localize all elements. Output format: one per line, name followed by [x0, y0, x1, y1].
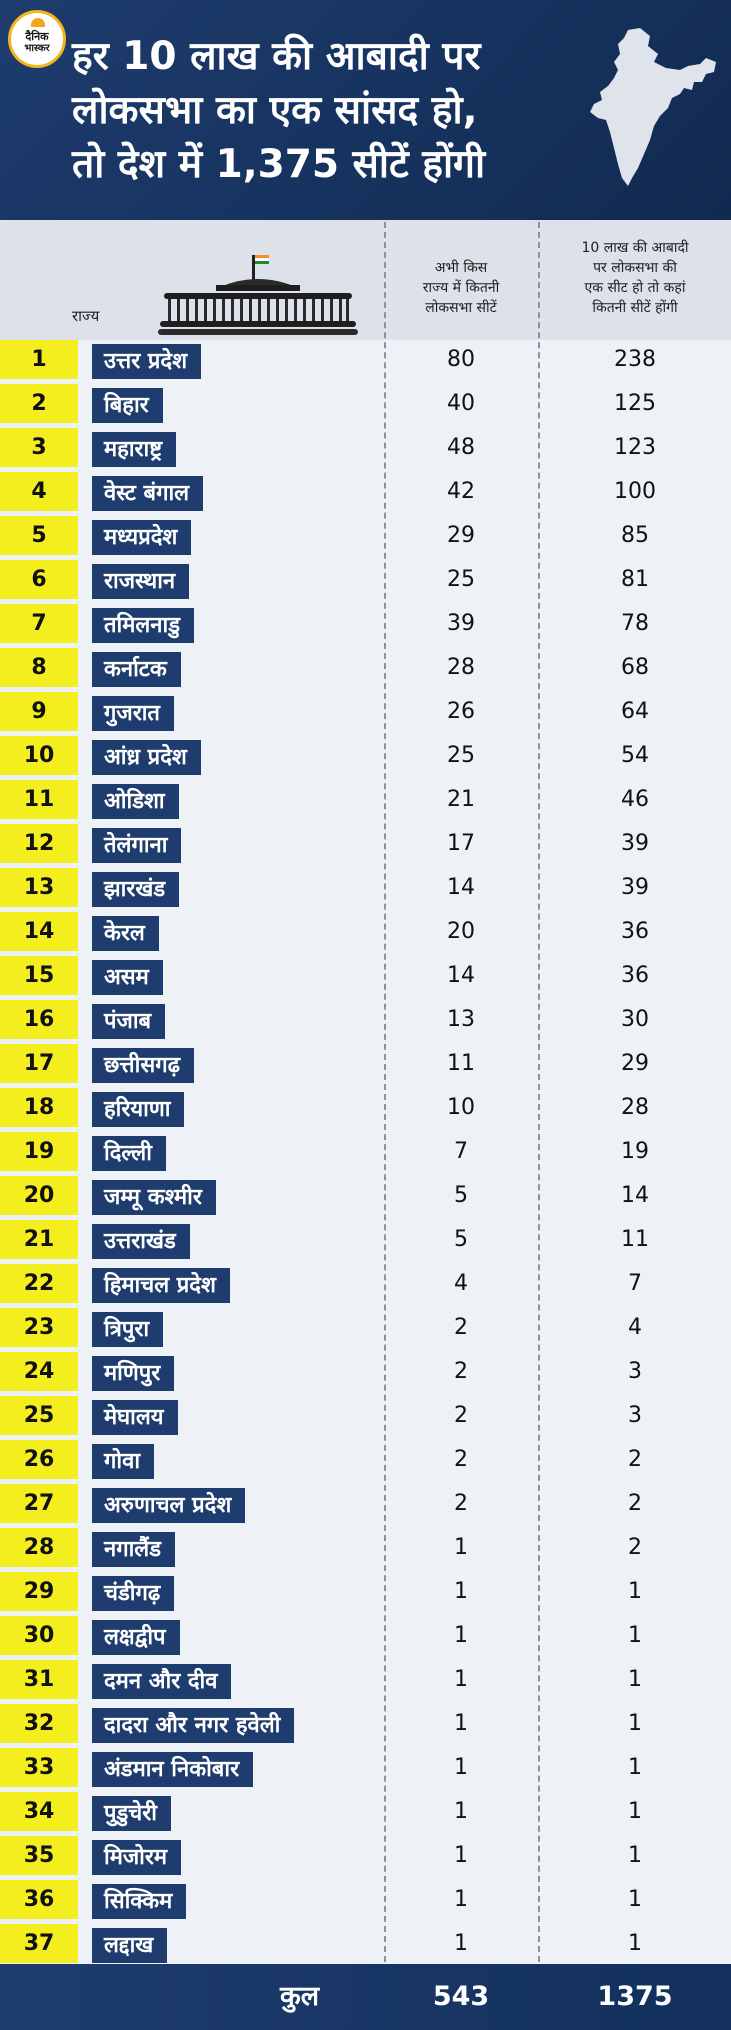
rank-number: 16	[0, 1000, 78, 1039]
state-name: वेस्ट बंगाल	[92, 476, 203, 511]
proposed-seats: 64	[621, 699, 649, 724]
title-line-3: तो देश में 1,375 सीटें होंगी	[72, 142, 486, 187]
proposed-header-line4: कितनी सीटें होंगी	[592, 300, 678, 316]
state-name: केरल	[92, 916, 159, 951]
current-seats: 14	[447, 875, 475, 900]
total-proposed-seats: 1375	[597, 1981, 673, 2012]
state-name: सिक्किम	[92, 1884, 186, 1919]
current-seats: 14	[447, 963, 475, 988]
state-column-header: राज्य	[72, 307, 100, 325]
current-seats: 21	[447, 787, 475, 812]
current-seats: 10	[447, 1095, 475, 1120]
state-name: हिमाचल प्रदेश	[92, 1268, 230, 1303]
state-name: राजस्थान	[92, 564, 189, 599]
rank-number: 20	[0, 1176, 78, 1215]
current-seats: 80	[447, 347, 475, 372]
rank-number: 33	[0, 1748, 78, 1787]
state-name: चंडीगढ़	[92, 1576, 174, 1611]
current-seats: 5	[454, 1227, 468, 1252]
state-name: तमिलनाडु	[92, 608, 194, 643]
state-name: गुजरात	[92, 696, 174, 731]
rank-number: 14	[0, 912, 78, 951]
table-row	[0, 1660, 731, 1700]
current-header-line1: अभी किस	[434, 260, 488, 276]
current-seats: 48	[447, 435, 475, 460]
rank-number: 24	[0, 1352, 78, 1391]
table-row	[0, 1352, 731, 1392]
current-seats: 1	[454, 1535, 468, 1560]
rank-number: 15	[0, 956, 78, 995]
dainik-bhaskar-logo	[8, 10, 66, 68]
rank-number: 4	[0, 472, 78, 511]
current-seats: 1	[454, 1623, 468, 1648]
current-seats: 1	[454, 1579, 468, 1604]
table-row	[0, 780, 731, 820]
table-row	[0, 1440, 731, 1480]
proposed-seats: 125	[614, 391, 656, 416]
proposed-seats: 1	[628, 1579, 642, 1604]
table-row	[0, 560, 731, 600]
proposed-seats: 39	[621, 875, 649, 900]
rank-number: 36	[0, 1880, 78, 1919]
table-row	[0, 428, 731, 468]
total-row	[0, 1964, 731, 2030]
state-name: लद्दाख	[92, 1928, 167, 1963]
current-seats: 2	[454, 1447, 468, 1472]
proposed-seats: 1	[628, 1887, 642, 1912]
rank-number: 7	[0, 604, 78, 643]
current-seats: 17	[447, 831, 475, 856]
state-name: अरुणाचल प्रदेश	[92, 1488, 245, 1523]
proposed-header-line3: एक सीट हो तो कहां	[584, 280, 686, 296]
logo-text-line2: भास्कर	[24, 43, 50, 54]
rank-number: 27	[0, 1484, 78, 1523]
current-seats: 1	[454, 1887, 468, 1912]
current-seats: 1	[454, 1931, 468, 1956]
current-seats: 1	[454, 1755, 468, 1780]
proposed-seats: 68	[621, 655, 649, 680]
page-title	[72, 30, 592, 192]
rank-number: 13	[0, 868, 78, 907]
proposed-seats: 28	[621, 1095, 649, 1120]
state-name: जम्मू कश्मीर	[92, 1180, 216, 1215]
title-line-2: लोकसभा का एक सांसद हो,	[72, 88, 478, 133]
state-name: लक्षद्वीप	[92, 1620, 180, 1655]
proposed-seats: 7	[628, 1271, 642, 1296]
state-name: नगालैंड	[92, 1532, 175, 1567]
proposed-seats: 3	[628, 1403, 642, 1428]
state-name: मध्यप्रदेश	[92, 520, 191, 555]
proposed-seats: 1	[628, 1623, 642, 1648]
table-row	[0, 1220, 731, 1260]
table-row	[0, 1264, 731, 1304]
rank-number: 6	[0, 560, 78, 599]
table-row	[0, 1484, 731, 1524]
proposed-seats: 1	[628, 1667, 642, 1692]
logo-text-line1: दैनिक	[25, 30, 49, 43]
table-row	[0, 604, 731, 644]
current-seats: 1	[454, 1799, 468, 1824]
current-seats: 1	[454, 1667, 468, 1692]
rank-number: 22	[0, 1264, 78, 1303]
rank-number: 29	[0, 1572, 78, 1611]
rank-number: 26	[0, 1440, 78, 1479]
state-name: गोवा	[92, 1444, 154, 1479]
proposed-seats: 100	[614, 479, 656, 504]
table-row	[0, 1616, 731, 1656]
current-seats: 28	[447, 655, 475, 680]
rank-number: 5	[0, 516, 78, 555]
current-seats: 26	[447, 699, 475, 724]
current-seats: 39	[447, 611, 475, 636]
total-current-seats: 543	[432, 1981, 490, 2012]
proposed-seats: 29	[621, 1051, 649, 1076]
table-row	[0, 1528, 731, 1568]
title-banner	[0, 0, 731, 220]
proposed-seats: 2	[628, 1491, 642, 1516]
current-header-line2: राज्य में कितनी	[422, 280, 500, 296]
current-seats: 1	[454, 1711, 468, 1736]
state-name: हरियाणा	[92, 1092, 184, 1127]
current-seats: 4	[454, 1271, 468, 1296]
proposed-seats: 19	[621, 1139, 649, 1164]
current-seats: 25	[447, 743, 475, 768]
current-header-line3: लोकसभा सीटें	[425, 300, 497, 316]
table-row	[0, 824, 731, 864]
proposed-seats: 85	[621, 523, 649, 548]
table-row	[0, 1836, 731, 1876]
state-name: आंध्र प्रदेश	[92, 740, 201, 775]
rank-number: 30	[0, 1616, 78, 1655]
india-map-icon	[588, 28, 720, 188]
table-row	[0, 1924, 731, 1964]
rank-number: 25	[0, 1396, 78, 1435]
table-row	[0, 912, 731, 952]
rank-number: 18	[0, 1088, 78, 1127]
state-name: दिल्ली	[92, 1136, 166, 1171]
current-seats: 2	[454, 1491, 468, 1516]
proposed-header-line1: 10 लाख की आबादी	[581, 240, 689, 256]
rank-number: 17	[0, 1044, 78, 1083]
proposed-seats: 36	[621, 919, 649, 944]
current-seats: 25	[447, 567, 475, 592]
state-name: असम	[92, 960, 163, 995]
state-name: उत्तराखंड	[92, 1224, 190, 1259]
rank-number: 23	[0, 1308, 78, 1347]
logo-sun-icon	[31, 18, 45, 27]
rank-number: 1	[0, 340, 78, 379]
table-row	[0, 1396, 731, 1436]
state-name: कर्नाटक	[92, 652, 181, 687]
current-seats-column-header	[386, 258, 536, 318]
rank-number: 21	[0, 1220, 78, 1259]
state-name: बिहार	[92, 388, 163, 423]
state-name: मणिपुर	[92, 1356, 174, 1391]
state-name: ओडिशा	[92, 784, 179, 819]
proposed-seats: 30	[621, 1007, 649, 1032]
table-row	[0, 1308, 731, 1348]
table-row	[0, 1132, 731, 1172]
table-row	[0, 1704, 731, 1744]
proposed-seats: 78	[621, 611, 649, 636]
rank-number: 2	[0, 384, 78, 423]
proposed-seats: 81	[621, 567, 649, 592]
table-row	[0, 1044, 731, 1084]
proposed-seats: 2	[628, 1447, 642, 1472]
rank-number: 34	[0, 1792, 78, 1831]
rank-number: 32	[0, 1704, 78, 1743]
state-name: तेलंगाना	[92, 828, 181, 863]
current-seats: 1	[454, 1843, 468, 1868]
state-name: मिजोरम	[92, 1840, 181, 1875]
proposed-header-line2: पर लोकसभा की	[593, 260, 677, 276]
state-name: छत्तीसगढ़	[92, 1048, 194, 1083]
state-name: दादरा और नगर हवेली	[92, 1708, 294, 1743]
current-seats: 20	[447, 919, 475, 944]
state-name: पंजाब	[92, 1004, 165, 1039]
rank-number: 19	[0, 1132, 78, 1171]
table-row	[0, 1176, 731, 1216]
table-row	[0, 1880, 731, 1920]
current-seats: 11	[447, 1051, 475, 1076]
proposed-seats: 1	[628, 1711, 642, 1736]
proposed-seats: 46	[621, 787, 649, 812]
proposed-seats: 54	[621, 743, 649, 768]
rank-number: 31	[0, 1660, 78, 1699]
table-row	[0, 956, 731, 996]
proposed-seats: 238	[614, 347, 656, 372]
current-seats: 13	[447, 1007, 475, 1032]
state-name: मेघालय	[92, 1400, 178, 1435]
title-line-1: हर 10 लाख की आबादी पर	[72, 34, 481, 79]
proposed-seats: 14	[621, 1183, 649, 1208]
total-label: कुल	[280, 1981, 320, 2012]
proposed-seats: 123	[614, 435, 656, 460]
proposed-seats: 1	[628, 1843, 642, 1868]
rank-number: 11	[0, 780, 78, 819]
state-name: त्रिपुरा	[92, 1312, 163, 1347]
rank-number: 3	[0, 428, 78, 467]
current-seats: 5	[454, 1183, 468, 1208]
state-name: झारखंड	[92, 872, 179, 907]
proposed-seats: 36	[621, 963, 649, 988]
table-row	[0, 1572, 731, 1612]
state-name: उत्तर प्रदेश	[92, 344, 201, 379]
state-name: दमन और दीव	[92, 1664, 231, 1699]
state-name: महाराष्ट्र	[92, 432, 176, 467]
proposed-seats: 1	[628, 1799, 642, 1824]
current-seats: 2	[454, 1403, 468, 1428]
table-row	[0, 692, 731, 732]
proposed-seats: 2	[628, 1535, 642, 1560]
rank-number: 28	[0, 1528, 78, 1567]
proposed-seats: 1	[628, 1755, 642, 1780]
state-name: पुडुचेरी	[92, 1796, 171, 1831]
proposed-seats: 3	[628, 1359, 642, 1384]
parliament-building-icon	[158, 243, 358, 337]
proposed-seats: 4	[628, 1315, 642, 1340]
rank-number: 8	[0, 648, 78, 687]
table-row	[0, 736, 731, 776]
current-seats: 42	[447, 479, 475, 504]
proposed-seats: 1	[628, 1931, 642, 1956]
table-row	[0, 1000, 731, 1040]
current-seats: 7	[454, 1139, 468, 1164]
table-row	[0, 516, 731, 556]
rank-number: 37	[0, 1924, 78, 1963]
proposed-seats: 39	[621, 831, 649, 856]
table-row	[0, 1792, 731, 1832]
state-name: अंडमान निकोबार	[92, 1752, 253, 1787]
table-row	[0, 648, 731, 688]
table-row	[0, 1748, 731, 1788]
table-row	[0, 340, 731, 380]
current-seats: 40	[447, 391, 475, 416]
table-row	[0, 472, 731, 512]
current-seats: 2	[454, 1359, 468, 1384]
table-row	[0, 384, 731, 424]
proposed-seats: 11	[621, 1227, 649, 1252]
current-seats: 29	[447, 523, 475, 548]
proposed-seats-column-header	[540, 238, 730, 318]
current-seats: 2	[454, 1315, 468, 1340]
rank-number: 35	[0, 1836, 78, 1875]
table-row	[0, 868, 731, 908]
table-row	[0, 1088, 731, 1128]
rank-number: 10	[0, 736, 78, 775]
rank-number: 12	[0, 824, 78, 863]
rank-number: 9	[0, 692, 78, 731]
